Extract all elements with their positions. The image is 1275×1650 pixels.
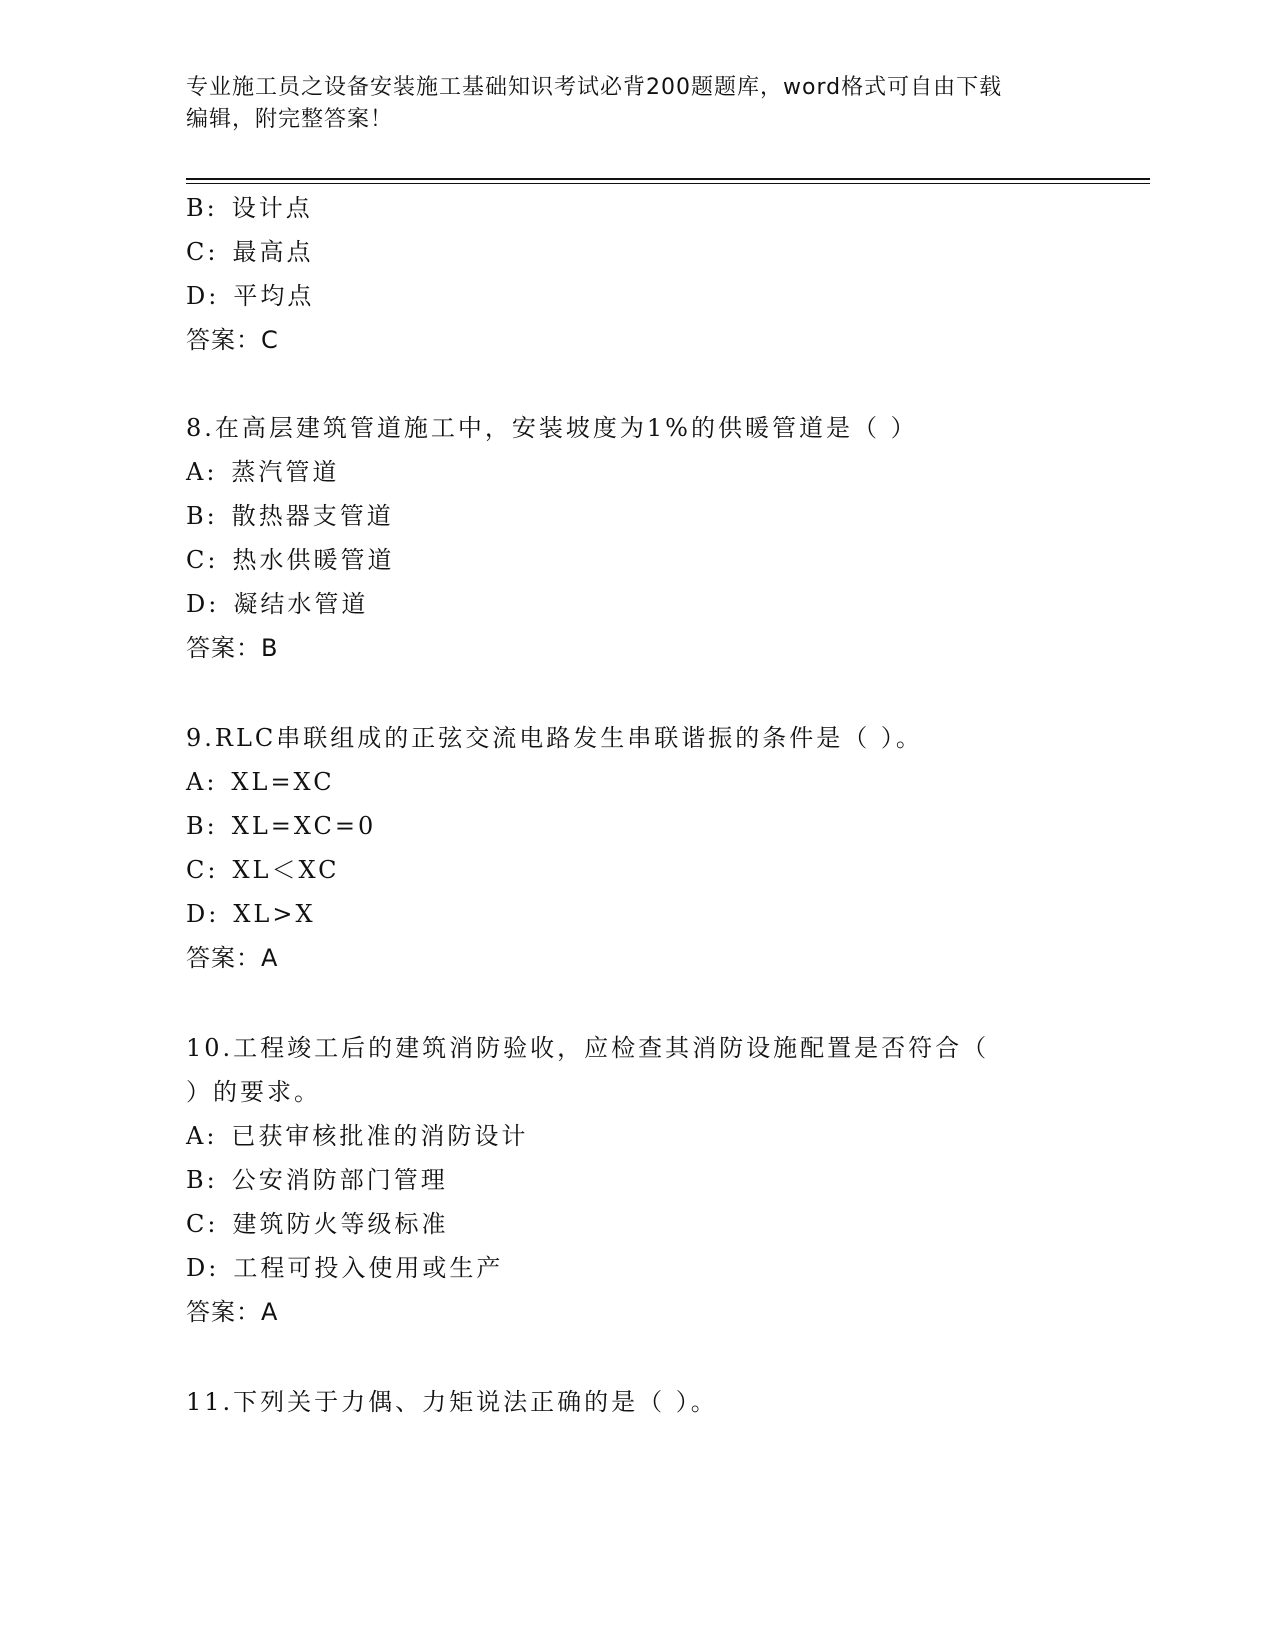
option-text: 散热器支管道 — [231, 502, 394, 530]
option-text: 工程可投入使用或生产 — [233, 1254, 504, 1282]
q8-answer: 答案：B — [186, 634, 279, 662]
q11-stem: 11.下列关于力偶、力矩说法正确的是（ ）。 — [186, 1388, 718, 1416]
option-key: B: — [186, 502, 218, 530]
q9-option-b — [186, 810, 376, 842]
option-key: B: — [186, 194, 218, 222]
header-rule-thick — [186, 178, 1150, 180]
q8-option-c — [186, 544, 394, 576]
option-text: 建筑防火等级标准 — [232, 1210, 449, 1238]
prev-option-b — [186, 192, 313, 224]
option-text: XL＜XC — [232, 856, 340, 884]
prev-option-c — [186, 236, 313, 268]
q9-answer: 答案：A — [186, 944, 279, 972]
option-key: B: — [186, 1166, 218, 1194]
q9-option-d — [186, 898, 316, 930]
option-key: A: — [186, 458, 218, 486]
option-text: 设计点 — [231, 194, 313, 222]
option-text: XL>X — [233, 900, 316, 928]
option-key: D: — [186, 282, 220, 310]
option-key: C: — [186, 856, 219, 884]
header-rule-thin — [186, 183, 1150, 184]
option-text: 平均点 — [233, 282, 315, 310]
q10-option-b — [186, 1164, 448, 1196]
q8-option-b — [186, 500, 394, 532]
option-key: D: — [186, 590, 220, 618]
q10-answer: 答案：A — [186, 1298, 279, 1326]
q10-stem-line-2: ）的要求。 — [186, 1078, 321, 1106]
option-text: 热水供暖管道 — [232, 546, 395, 574]
prev-answer: 答案：C — [186, 326, 279, 354]
q9-option-a — [186, 766, 335, 798]
prev-option-d — [186, 280, 314, 312]
option-key: A: — [186, 768, 218, 796]
q10-option-a — [186, 1120, 528, 1152]
q10-stem-line-1: 10.工程竣工后的建筑消防验收，应检查其消防设施配置是否符合（ — [186, 1034, 990, 1062]
option-key: D: — [186, 900, 220, 928]
option-text: XL=XC=0 — [231, 812, 377, 840]
q10-option-c — [186, 1208, 448, 1240]
q8-option-a — [186, 456, 339, 488]
q9-option-c — [186, 854, 340, 886]
document-header — [186, 72, 1086, 136]
option-key: B: — [186, 812, 218, 840]
option-text: XL=XC — [231, 768, 335, 796]
header-line-1: 专业施工员之设备安装施工基础知识考试必背200题题库，word格式可自由下载 — [186, 75, 1003, 100]
q8-option-d — [186, 588, 368, 620]
option-text: 已获审核批准的消防设计 — [231, 1122, 529, 1150]
option-text: 公安消防部门管理 — [231, 1166, 448, 1194]
option-key: C: — [186, 238, 219, 266]
q10-option-d — [186, 1252, 503, 1284]
option-key: C: — [186, 546, 219, 574]
option-text: 蒸汽管道 — [231, 458, 340, 486]
q8-stem: 8.在高层建筑管道施工中，安装坡度为1%的供暖管道是（ ） — [186, 414, 918, 442]
option-key: A: — [186, 1122, 218, 1150]
option-key: D: — [186, 1254, 220, 1282]
option-text: 凝结水管道 — [233, 590, 369, 618]
header-line-2: 编辑，附完整答案！ — [186, 107, 394, 132]
option-text: 最高点 — [232, 238, 314, 266]
option-key: C: — [186, 1210, 219, 1238]
q9-stem: 9.RLC串联组成的正弦交流电路发生串联谐振的条件是（ ）。 — [186, 724, 923, 752]
